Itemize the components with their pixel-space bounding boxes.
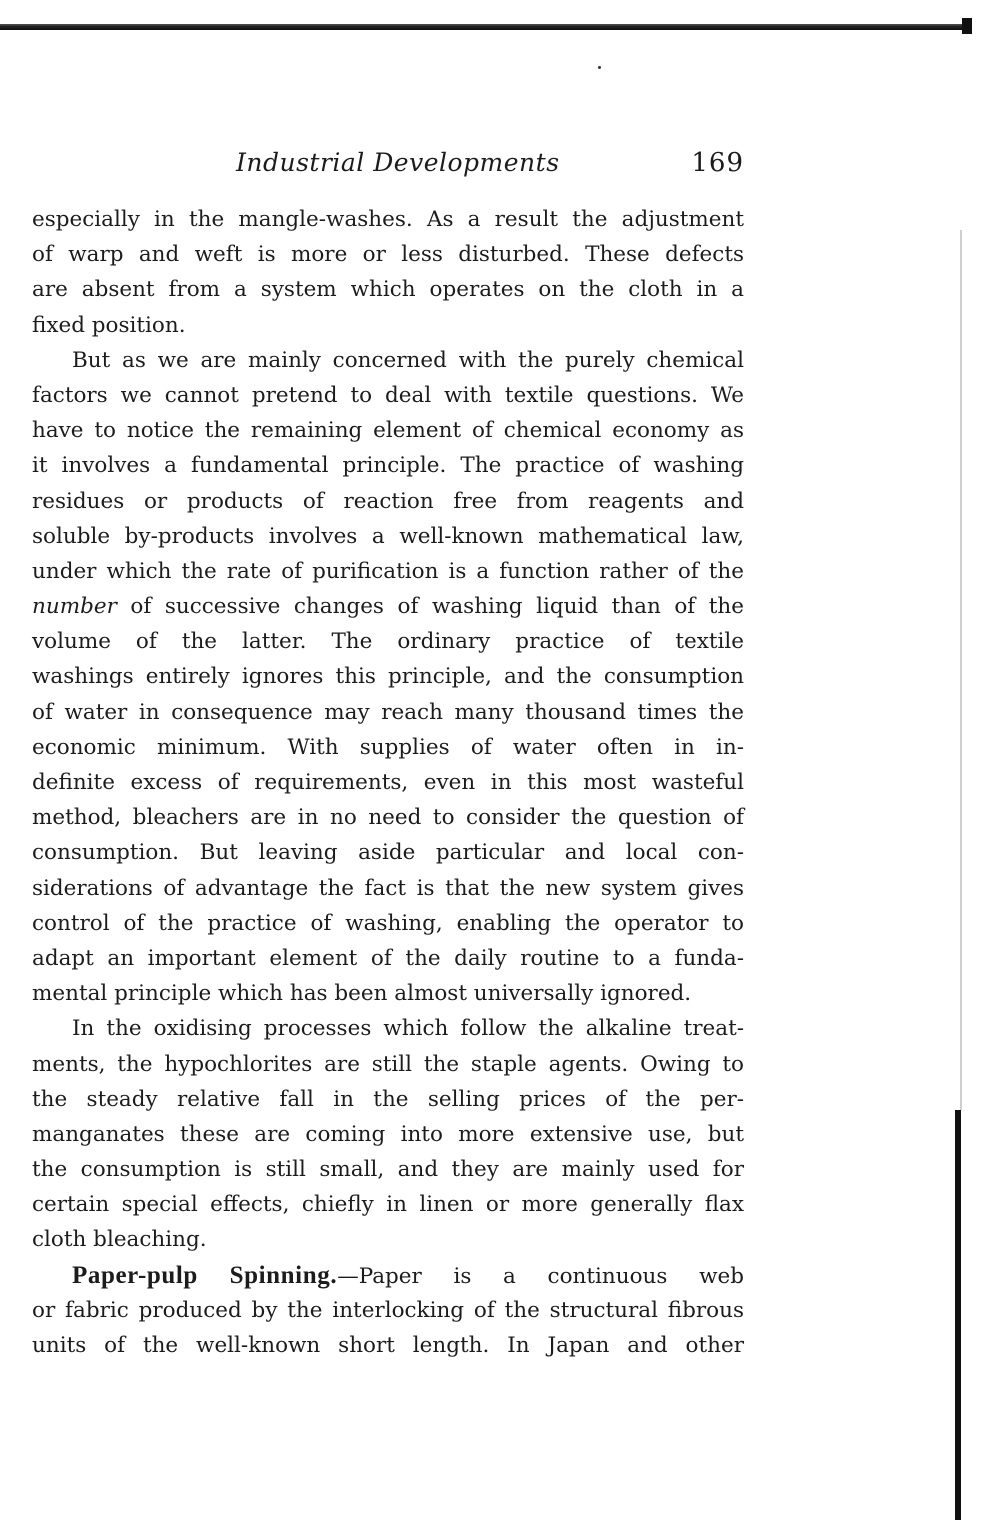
- text-line: fixed position.: [32, 312, 186, 338]
- text-line: soluble by-products involves a well-known mathematical law,: [32, 523, 744, 549]
- text-fragment: —Paper is a continuous web: [337, 1263, 744, 1289]
- text-line: adapt an important element of the daily routine to a funda-: [32, 945, 744, 971]
- text-line: the steady relative fall in the selling prices of the per-: [32, 1086, 744, 1112]
- text-line: washings entirely ignores this principle, and the consumption: [32, 664, 744, 690]
- text-line: control of the practice of washing, enabling the operator to: [32, 910, 744, 936]
- text-line: it involves a fundamental principle. The practice of washing: [32, 453, 744, 479]
- text-line: cloth bleaching.: [32, 1227, 207, 1253]
- page-edge: [955, 1110, 961, 1520]
- text-line: units of the well-known short length. In Japan and other: [32, 1333, 744, 1358]
- text-line: manganates these are coming into more extensive use, but: [32, 1121, 744, 1147]
- scan-speck: [598, 66, 601, 69]
- text-line: [32, 1258, 744, 1293]
- body-text: [32, 202, 744, 1363]
- text-line: have to notice the remaining element of chemical economy as: [32, 418, 744, 444]
- running-head: [32, 148, 744, 188]
- text-line: of warp and weft is more or less disturbed. These defects: [32, 242, 744, 268]
- text-line: the consumption is still small, and they are mainly used for: [32, 1157, 744, 1183]
- top-rule: [0, 24, 972, 30]
- text-line: method, bleachers are in no need to consider the question of: [32, 805, 744, 831]
- text-line: mental principle which has been almost universally ignored.: [32, 981, 692, 1007]
- text-fragment: of successive changes of washing liquid than of the: [116, 594, 744, 620]
- page-number: 169: [691, 148, 744, 178]
- text-line: But as we are mainly concerned with the purely chemical: [72, 347, 744, 373]
- text-line: definite excess of requirements, even in this most wasteful: [32, 770, 744, 795]
- text-line: residues or products of reaction free from reagents and: [32, 488, 744, 514]
- text-line: In the oxidising processes which follow the alkaline treat-: [72, 1016, 744, 1042]
- section-heading: Paper-pulp Spinning.: [72, 1261, 338, 1289]
- top-rule-tick: [962, 18, 972, 34]
- text-line: ments, the hypochlorites are still the staple agents. Owing to: [32, 1051, 744, 1077]
- emphasis-number: number: [32, 594, 117, 620]
- text-line: siderations of advantage the fact is that the new system gives: [32, 875, 744, 901]
- text-line: economic minimum. With supplies of water often in in-: [32, 734, 744, 760]
- text-line: factors we cannot pretend to deal with textile questions. We: [32, 382, 744, 408]
- text-line: [32, 589, 744, 624]
- running-title: Industrial Developments: [236, 148, 560, 177]
- text-line: volume of the latter. The ordinary practice of textile: [32, 629, 744, 655]
- text-line: certain special effects, chiefly in linen or more generally flax: [32, 1192, 744, 1218]
- text-line: of water in consequence may reach many thousand times the: [32, 699, 744, 725]
- text-line: under which the rate of purification is a function rather of the: [32, 558, 744, 584]
- text-line: especially in the mangle-washes. As a result the adjustment: [32, 207, 744, 232]
- text-line: or fabric produced by the interlocking of the structural fibrous: [32, 1297, 744, 1323]
- text-line: consumption. But leaving aside particular and local con-: [32, 840, 744, 866]
- page-edge-shadow: [960, 230, 962, 1110]
- text-line: are absent from a system which operates on the cloth in a: [32, 277, 744, 303]
